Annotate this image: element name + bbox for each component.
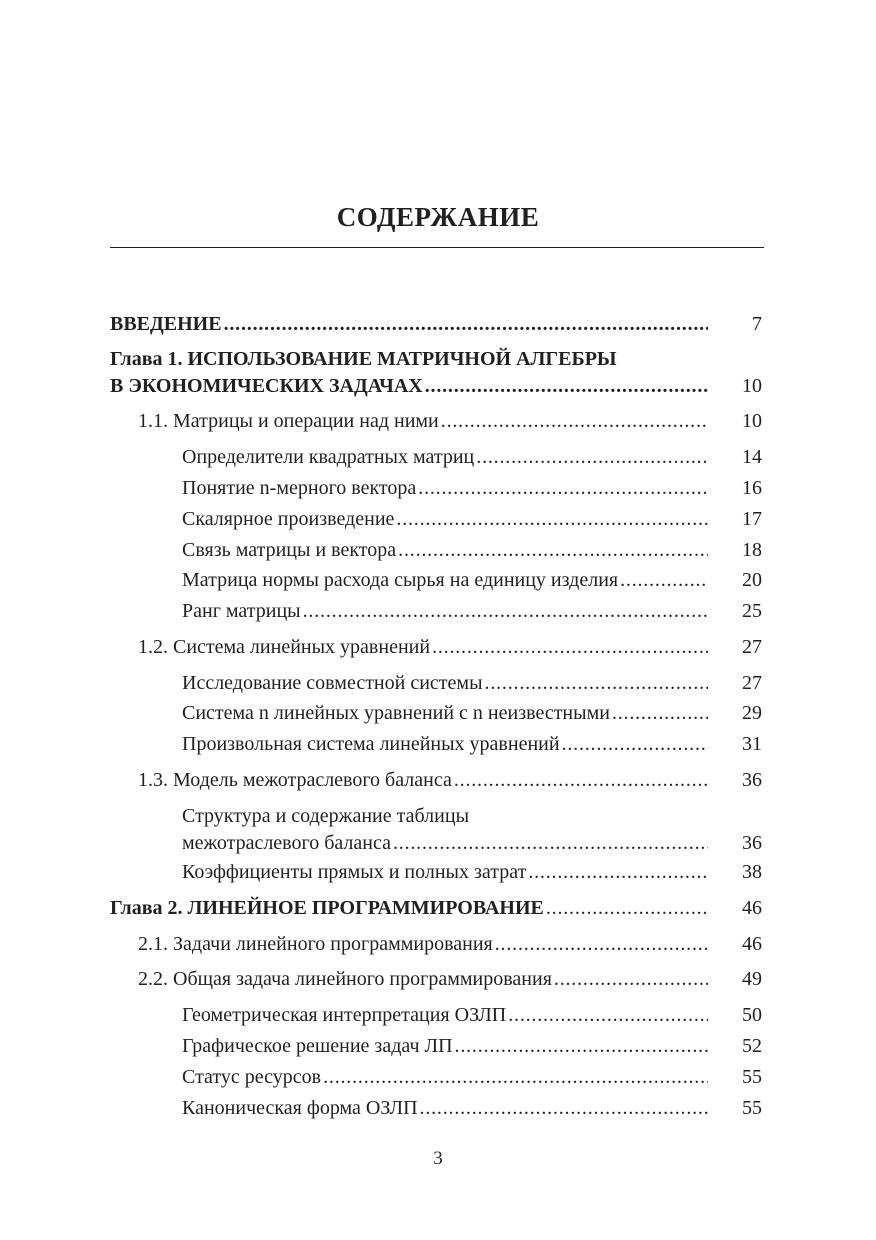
leader-dots	[508, 1001, 708, 1029]
leader-dots	[485, 669, 708, 697]
toc-entry-text: Коэффициенты прямых и полных затрат	[182, 861, 527, 883]
leader-dots	[432, 633, 708, 661]
toc-entry-text: Система линейных уравнений	[173, 636, 431, 658]
toc-section-1-1[interactable]	[138, 407, 712, 435]
toc-subsection[interactable]	[182, 597, 712, 625]
section-number: 1.3.	[138, 769, 168, 791]
leader-dots	[418, 474, 708, 502]
toc-entry-text: Модель межотраслевого баланса	[173, 769, 452, 791]
toc-entry-text: Ранг матрицы	[182, 600, 301, 622]
leader-dots	[495, 930, 708, 958]
leader-dots	[454, 766, 708, 794]
toc-page-number: 52	[742, 1035, 762, 1057]
leader-dots	[528, 858, 708, 886]
toc-entry-intro[interactable]	[110, 310, 712, 338]
leader-dots	[441, 407, 708, 435]
leader-dots	[303, 597, 708, 625]
toc-page-number: 16	[742, 477, 762, 499]
toc-entry-text: Статус ресурсов	[182, 1066, 322, 1088]
toc-section-1-3[interactable]	[138, 766, 712, 794]
toc-entry-text: Матрицы и операции над ними	[173, 410, 439, 432]
toc-page-number: 31	[742, 733, 762, 755]
toc-entry-text: Глава 2. ЛИНЕЙНОЕ ПРОГРАММИРОВАНИЕ	[110, 897, 544, 919]
toc-page-number: 49	[742, 968, 762, 990]
toc-page-number: 55	[742, 1066, 762, 1088]
toc-entry-text: Система n линейных уравнений с n неизвестными	[182, 702, 610, 724]
section-number: 1.2.	[138, 636, 168, 658]
toc-page-number: 17	[742, 508, 762, 530]
section-number: 2.2.	[138, 968, 168, 990]
toc-page-number: 29	[742, 702, 762, 724]
leader-dots	[554, 965, 708, 993]
toc-page-number: 7	[752, 313, 762, 335]
toc-subsection[interactable]	[182, 1063, 712, 1091]
toc-entry-text: Связь матрицы и вектора	[182, 539, 397, 561]
toc-entry-text: Матрица нормы расхода сырья на единицу изделия	[182, 569, 619, 591]
toc-entry-text: Каноническая форма ОЗЛП	[182, 1097, 418, 1119]
toc-entry-text: Задачи линейного программирования	[173, 933, 493, 955]
leader-dots	[393, 829, 708, 857]
leader-dots	[455, 1032, 708, 1060]
toc-page-number: 27	[742, 672, 762, 694]
toc-page-number: 46	[742, 897, 762, 919]
page-number: 3	[433, 1148, 443, 1169]
leader-dots	[476, 443, 708, 471]
leader-dots	[425, 372, 708, 400]
leader-dots	[612, 699, 708, 727]
toc-entry-text: Геометрическая интерпретация ОЗЛП	[182, 1004, 507, 1026]
leader-dots	[420, 1094, 708, 1122]
toc-subsection[interactable]	[182, 829, 712, 857]
toc-page-number: 36	[742, 769, 762, 791]
toc-subsection[interactable]	[182, 443, 712, 471]
toc-entry-text: Произвольная система линейных уравнений	[182, 733, 560, 755]
toc-entry-text: Понятие n-мерного вектора	[182, 477, 417, 499]
toc-entry-text: В ЭКОНОМИЧЕСКИХ ЗАДАЧАХ	[110, 375, 423, 397]
toc-subsection[interactable]	[182, 730, 712, 758]
toc-entry-text: межотраслевого баланса	[182, 832, 391, 854]
toc-page-number: 36	[742, 832, 762, 854]
toc-page-number: 20	[742, 569, 762, 591]
toc-subsection[interactable]	[182, 669, 712, 697]
toc-subsection[interactable]	[182, 505, 712, 533]
toc-subsection[interactable]	[182, 1032, 712, 1060]
toc-chapter-1[interactable]	[110, 372, 712, 400]
toc-subsection[interactable]	[182, 474, 712, 502]
section-number: 2.1.	[138, 933, 168, 955]
leader-dots	[620, 566, 708, 594]
toc-page-number: 50	[742, 1004, 762, 1026]
leader-dots	[398, 536, 708, 564]
toc-entry-text: ВВЕДЕНИЕ	[110, 313, 222, 335]
toc-entry-text: Общая задача линейного программирования	[173, 968, 552, 990]
toc-subsection-line1[interactable]: Структура и содержание таблицы	[182, 805, 470, 827]
toc-subsection[interactable]	[182, 1001, 712, 1029]
leader-dots	[224, 310, 708, 338]
toc-section-2-2[interactable]	[138, 965, 712, 993]
toc-subsection[interactable]	[182, 1094, 712, 1122]
section-number: 1.1.	[138, 410, 168, 432]
toc-page-number: 10	[742, 375, 762, 397]
page-title: СОДЕРЖАНИЕ	[336, 202, 540, 232]
toc-section-1-2[interactable]	[138, 633, 712, 661]
leader-dots	[396, 505, 708, 533]
toc-page-number: 38	[742, 861, 762, 883]
toc-page-number: 25	[742, 600, 762, 622]
title-rule	[110, 247, 764, 248]
toc-section-2-1[interactable]	[138, 930, 712, 958]
toc-chapter-1-line1[interactable]: Глава 1. ИСПОЛЬЗОВАНИЕ МАТРИЧНОЙ АЛГЕБРЫ	[110, 348, 617, 370]
toc-entry-text: Исследование совместной системы	[182, 672, 483, 694]
toc-page-number: 27	[742, 636, 762, 658]
toc-page-number: 10	[742, 410, 762, 432]
toc-page-number: 55	[742, 1097, 762, 1119]
leader-dots	[323, 1063, 708, 1091]
toc-page-number: 18	[742, 539, 762, 561]
leader-dots	[562, 730, 708, 758]
toc-subsection[interactable]	[182, 566, 712, 594]
toc-page-number: 46	[742, 933, 762, 955]
toc-subsection[interactable]	[182, 699, 712, 727]
toc-chapter-2[interactable]	[110, 894, 712, 922]
toc-entry-text: Графическое решение задач ЛП	[182, 1035, 453, 1057]
leader-dots	[546, 894, 708, 922]
toc-page-number: 14	[742, 446, 762, 468]
toc-subsection[interactable]	[182, 536, 712, 564]
toc-entry-text: Скалярное произведение	[182, 508, 395, 530]
toc-subsection[interactable]	[182, 858, 712, 886]
toc-entry-text: Определители квадратных матриц	[182, 446, 475, 468]
